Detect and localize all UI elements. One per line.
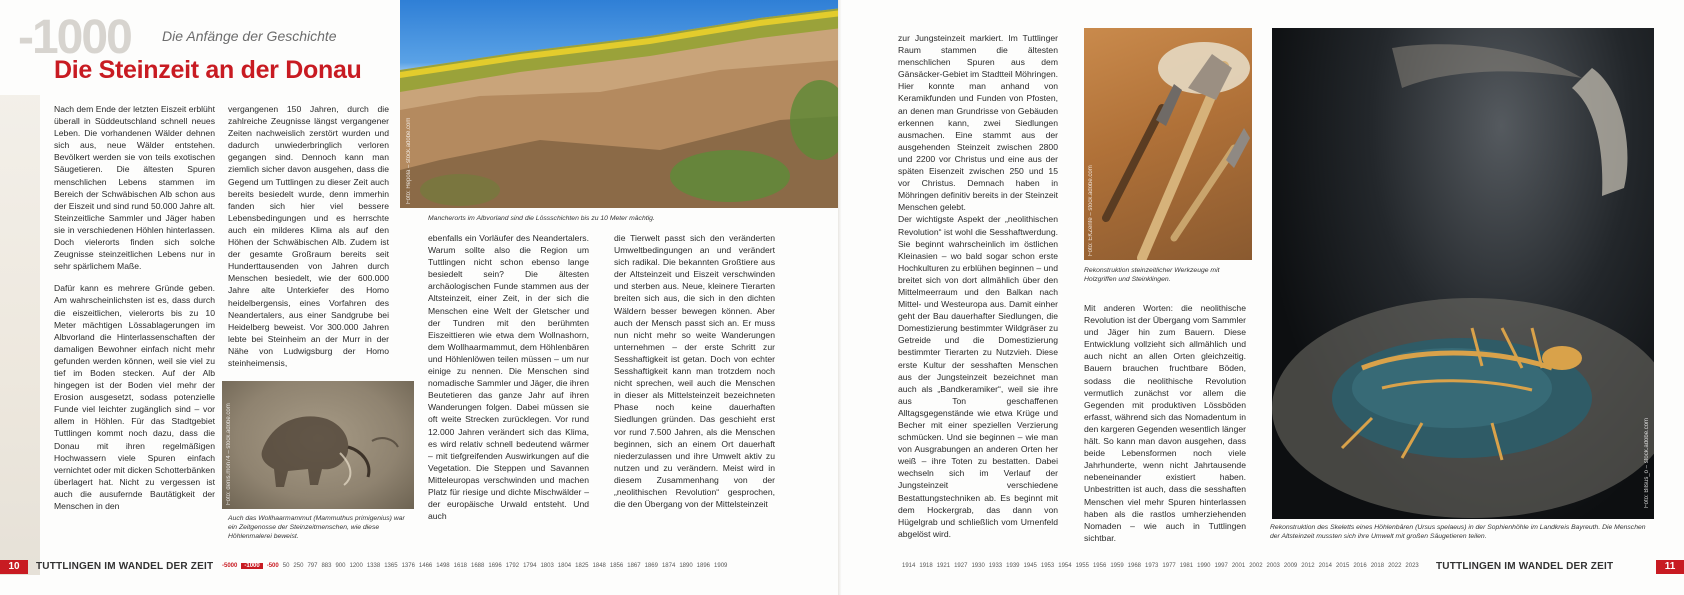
- timeline-year: 1856: [609, 563, 624, 569]
- timeline-year: 1688: [471, 563, 485, 569]
- timeline-year: 1930: [971, 563, 985, 569]
- timeline-year: 1918: [919, 563, 933, 569]
- tools-drawing: [1084, 28, 1252, 260]
- loess-cliff-photo: [400, 0, 842, 208]
- timeline-year: 1696: [488, 563, 502, 569]
- timeline-year: 1200: [349, 563, 363, 569]
- timeline-year: 2009: [1283, 563, 1298, 569]
- timeline-year: 1921: [936, 563, 951, 569]
- chapter-label: Die Anfänge der Geschichte: [162, 28, 337, 44]
- timeline-year: 2023: [1405, 563, 1419, 569]
- timeline-year: 1968: [1127, 563, 1142, 569]
- timeline-year: 1803: [540, 563, 554, 569]
- timeline-year: 1792: [505, 563, 520, 569]
- text-column-5: [898, 32, 1058, 550]
- timeline-year: 1890: [679, 563, 693, 569]
- timeline-year: 2003: [1266, 563, 1280, 569]
- page-title: Die Steinzeit an der Donau: [54, 56, 362, 84]
- timeline-year: 883: [321, 563, 332, 569]
- timeline-year: 1973: [1145, 563, 1159, 569]
- timeline-year: 1914: [902, 563, 916, 569]
- paragraph: zur Jungsteinzeit markiert. Im Tuttlinger Raum stammen die ältesten menschlichen Spuren aus dem Gänsäcker-Gebiet im Stadtteil Möhringen. Hier konnte man anhand von Keramikfunden und Funden von Pfosten, an denen man Grundrisse von Gebäuden erkennen kann, zwei Siedlungen ausmachen. Eine stammt aus der ausgehenden Steinzeit zwischen 2800 und 2200 vor Christus und eine aus der späten Eisenzeit zwischen 250 und 15 vor Christus. Demnach haben in Möhringen definitiv bereits in der Steinzeit Menschen gelebt.: [898, 33, 1059, 213]
- right-page: [842, 0, 1684, 595]
- photo-credit: Foto: denis.mon74 – stock.adobe.com: [226, 403, 232, 505]
- timeline-year: 1848: [592, 563, 606, 569]
- mammoth-cave-painting-photo: [222, 381, 414, 509]
- text-column-2: [228, 103, 389, 379]
- timeline-year: 1927: [954, 563, 968, 569]
- timeline-year: 1376: [401, 563, 415, 569]
- timeline-year: 2014: [1318, 563, 1332, 569]
- cave-bear-skeleton-photo: [1272, 28, 1654, 519]
- photo-caption: Mancherorts im Albvorland sind die Lössschichten bis zu 10 Meter mächtig.: [428, 215, 655, 222]
- page-number-left: 10: [0, 560, 28, 574]
- timeline-year: -500: [266, 563, 279, 569]
- timeline-year: 1498: [436, 563, 450, 569]
- timeline-right: [902, 563, 1423, 569]
- timeline-year: 1896: [696, 563, 711, 569]
- timeline-year: 1825: [575, 563, 589, 569]
- timeline-year: 1466: [418, 563, 433, 569]
- photo-caption: Rekonstruktion des Skeletts eines Höhlenbären (Ursus spelaeus) in der Sophienhöhle im Landkreis Bayreuth. Die Menschen der Altsteinzeit mussten sich ihre Umwelt mit großen Säugetieren teilen.: [1270, 524, 1646, 540]
- photo-caption: Auch das Wollhaarmammut (Mammuthus primigenius) war ein Zeitgenosse der Steinzeitmenschen, wie diese Höhlenmalerei beweist.: [228, 515, 405, 540]
- timeline-year: 1365: [384, 563, 398, 569]
- series-title-right: TUTTLINGEN IM WANDEL DER ZEIT: [1436, 561, 1614, 572]
- timeline-year: 50: [282, 563, 290, 569]
- photo-credit: Foto: Hepola – stock.adobe.com: [406, 117, 412, 204]
- cave-drawing: [1272, 28, 1654, 519]
- timeline-year: 1997: [1214, 563, 1228, 569]
- timeline-year: 1338: [366, 563, 381, 569]
- timeline-year: 1945: [1023, 563, 1037, 569]
- timeline-year: 1956: [1092, 563, 1107, 569]
- timeline-year: 1794: [523, 563, 537, 569]
- series-title-left: TUTTLINGEN IM WANDEL DER ZEIT: [36, 561, 214, 572]
- timeline-year: 250: [293, 563, 304, 569]
- timeline-year: 1874: [661, 563, 676, 569]
- timeline-year: 900: [335, 563, 346, 569]
- cliff-drawing: [400, 0, 842, 208]
- timeline-year: 797: [307, 563, 318, 569]
- timeline-year: 1867: [627, 563, 641, 569]
- timeline-year: -1000: [241, 563, 262, 569]
- timeline-year: 1939: [1006, 563, 1020, 569]
- timeline-year: 2002: [1249, 563, 1263, 569]
- timeline-year: 1981: [1179, 563, 1194, 569]
- paragraph: vergangenen 150 Jahren, durch die zahlreiche Zeugnisse längst vergangener Zeiten nachweislich zerstört wurden und dadurch unwiederbringlich verloren gegangen sind. Dennoch kann man ziemlich sicher davon ausgehen, dass die Gegend um Tuttlingen zu dieser Zeit auch bereits besiedelt wurde, denn immerhin fanden sich hier viel bessere Lebensbedingungen und es herrschte auch ein milderes Klima als auf den Höhen der Schwäbischen Alb. Zudem ist der gesamte Großraum bereits seit Hunderttausenden von Jahren durch Menschen besiedelt, wie der 600.000 Jahre alte Unterkiefer des Homo heidelbergensis, eines Vorfahren des Neandertalers, aus einer Sandgrube bei Heidelberg beweist. Vor 300.000 Jahren lebte bei Steinheim an der Murr in der Nähe von Ludwigsburg der Homo steinheimensis,: [228, 104, 389, 368]
- text-column-6: [1084, 302, 1246, 554]
- text-column-4: [614, 232, 775, 520]
- timeline-year: 1977: [1162, 563, 1176, 569]
- timeline-year: 1953: [1040, 563, 1055, 569]
- photo-credit: Foto: Bilsus_o – stock.adobe.com: [1644, 417, 1650, 508]
- timeline-year: 1869: [644, 563, 658, 569]
- timeline-year: 1955: [1075, 563, 1089, 569]
- photo-credit: Foto: EKZenfe – stock.adobe.com: [1088, 165, 1094, 256]
- stone-tools-photo: [1084, 28, 1252, 260]
- background-stone-texture: [0, 95, 40, 575]
- timeline-year: 2015: [1335, 563, 1350, 569]
- timeline-year: 1954: [1058, 563, 1072, 569]
- timeline-year: 2018: [1370, 563, 1385, 569]
- timeline-year: 1909: [714, 563, 728, 569]
- text-column-1: [54, 103, 215, 522]
- paragraph: Dafür kann es mehrere Gründe geben. Am wahrscheinlichsten ist es, dass durch die eiszeitlichen, vielerorts bis zu 10 Meter mächtigen Lössablagerungen im Albvorland die Hinterlassenschaften der damaligen Bewohner einfach nicht mehr gefunden werden können, weil sie viel zu tief im Boden stecken. Auf der Alb hingegen ist der Boden viel mehr der Erosion ausgesetzt, sodass potenzielle Funde viel leichter zugänglich sind – vor allem in Höhlen. Für das Stadtgebiet Tuttlingen kommt noch dazu, dass die Donau mit ihren regelmäßigen Hochwassern viele Spuren einfach vernichtet oder mit dicken Schotterbänken überlagert hat. Nicht zu vergessen ist auch die ausufernde Bautätigkeit der Menschen in den: [54, 283, 215, 511]
- timeline-year: 1959: [1110, 563, 1124, 569]
- paragraph: Der wichtigste Aspekt der „neolithischen Revolution“ ist wohl die Sesshaftwerdung. Sie beginnt wahrscheinlich im östlichen Kleinasien – wo bald sogar schon erste Hochkulturen zu erblühen beginnen – und breitet sich von dort allmählich über den Mittelmeerraum und den Balkan nach Mittel- und Westeuropa aus. Damit einher geht der Bau dauerhafter Siedlungen, die Domestizierung bestimmter Wildgräser zu Getreide und die Domestizierung bestimmter Tierarten zu Nutzvieh. Diese erste Kultur der sesshaften Menschen aus der Jungsteinzeit bezeichnet man auch als „Bandkeramiker“, weil sie ihre aus Ton geschaffenen Alltagsgegenstände wie etwa Krüge und Becher mit einer speziellen Verzierung schmücken. Und sie beginnen – wie man von Ausgrabungen an anderen Orten her weiß – ihre Toten zu bestatten. Dabei wechseln sich im Verlauf der Jungsteinzeit verschiedene Bestattungstechniken ab. Es beginnt mit dem Hockergrab, das dann von Hügelgrab und schließlich vom Urnenfeld abgelöst wird.: [898, 214, 1058, 539]
- text-column-3: [428, 232, 589, 532]
- timeline-year: 1804: [557, 563, 572, 569]
- timeline-year: 2016: [1353, 563, 1367, 569]
- paragraph: ebenfalls ein Vorläufer des Neandertalers. Warum sollte also die Region um Tuttlingen nicht schon ebenso lange besiedelt sein? Die ältesten archäologischen Funde stammen aus der Altsteinzeit, einer Zeit, in der sich die Menschen eine Welt der Gletscher und der Tundren mit den berühmten Eiszeittieren wie etwa dem Wollnashorn, dem Wollhaarmammut, dem Höhlenbären und Höhlenlöwen teilen müssen – um nur einige zu nennen. Die Menschen sind nomadische Sammler und Jäger, die ihren Beutetieren das ganze Jahr auf ihren Wanderungen folgen. Dabei müssen sie oft weite Strecken zurücklegen. Vor rund 12.000 Jahren verändert sich das Klima, es wird relativ schnell bedeutend wärmer – mit tiefgreifenden Auswirkungen auf die Vegetation. Die Steppen und Savannen Mitteleuropas verschwinden und machen Platz für riesige und dichte Mischwälder – der europäische Urwald entsteht. Und auch: [428, 233, 589, 522]
- mammoth-drawing: [222, 381, 414, 509]
- timeline-year: 1990: [1197, 563, 1211, 569]
- timeline-left: [222, 563, 731, 569]
- page-number-right: 11: [1656, 560, 1684, 574]
- timeline-year: 1933: [988, 563, 1003, 569]
- paragraph: die Tierwelt passt sich den veränderten Umweltbedingungen an und verändert sich radikal. Die bekannten Großtiere aus der Altsteinzeit und Eiszeit verschwinden und sterben aus. Neue, kleinere Tierarten breiten sich aus, die sich in den dichten Wäldern besser bewegen können. Aber auch der Mensch passt sich an. Er muss nun nicht mehr so weite Wanderungen unternehmen – der erste Schritt zur Sesshaftigkeit ist getan. Doch von echter Sesshaftigkeit kann man trotzdem noch nicht sprechen, weil auch die Menschen in dieser als Mittelsteinzeit bezeichneten Phase noch keine dauerhaften Siedlungen gründen. Das geschieht erst vor rund 7.500 Jahren, als die Menschen beginnen, sich an einem Ort dauerhaft niederzulassen und ihre Umwelt aktiv zu nutzen und zu verändern. Meist wird in diesem Zusammenhang von der „neolithischen Revolution“ gesprochen, die den Übergang von der Mittelsteinzeit: [614, 233, 775, 510]
- timeline-year: -5000: [222, 563, 238, 569]
- photo-caption: Rekonstruktion steinzeitlicher Werkzeuge mit Holzgriffen und Steinklingen.: [1084, 267, 1220, 283]
- timeline-year: 2022: [1388, 563, 1402, 569]
- paragraph: Mit anderen Worten: die neolithische Revolution ist der Übergang vom Sammler und Jäger hin zum Bauern. Diese Entwicklung vollzieht sich allmählich und auch nicht an allen Orten gleichzeitig. Bauern brauchen fruchtbare Böden, sodass die neolithische Revolution vermutlich zunächst vor allem die Gegenden mit produktiven Lössböden erfasst, während sich das Nomadentum in den kargeren Gegenden wesentlich länger hält. So kann man davon ausgehen, dass beide Lebensformen noch viele Jahrhunderte, wenn nicht Jahrtausende nebeneinander existiert haben. Unbestritten ist auch, dass die sesshaften Menschen viel mehr Spuren hinterlassen haben als die rastlos umherziehenden Nomaden – wie auch in Tuttlingen sichtbar.: [1084, 303, 1246, 543]
- timeline-marker-number: -1000: [18, 11, 131, 64]
- paragraph: Nach dem Ende der letzten Eiszeit erblüht überall in Süddeutschland schnell neues Leben. Die vorhandenen Wälder dehnen sich aus, neue Wälder entstehen. Bevölkert werden sie von teils exotischen Säugetieren. Die ältesten Spuren menschlichen Lebens stammen im Bereich der Schwäbischen Alb schon aus der Eiszeit und sind rund 50.000 Jahre alt. Steinzeitliche Sammler und Jäger haben sie in verschiedenen Höhlen hinterlassen. Doch vielerorts finden sich solche Zeugnisse steinzeitlichen Lebens nur in sehr spärlichem Maße.: [54, 104, 215, 272]
- timeline-year: 2001: [1231, 563, 1246, 569]
- timeline-year: 2012: [1301, 563, 1315, 569]
- timeline-year: 1618: [453, 563, 467, 569]
